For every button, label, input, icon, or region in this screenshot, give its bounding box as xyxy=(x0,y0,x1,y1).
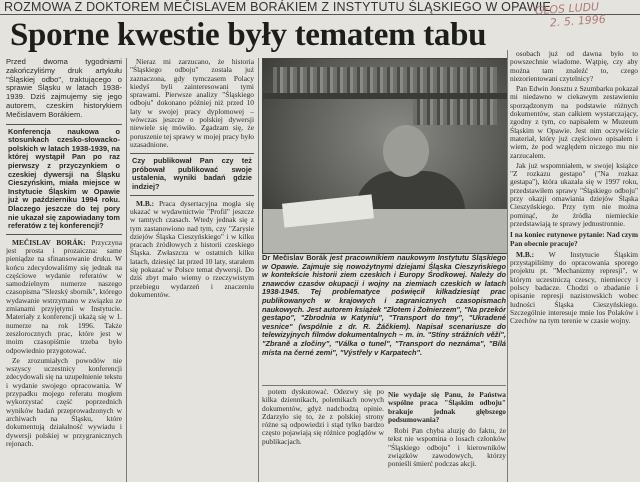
answer-paragraph xyxy=(6,239,122,355)
question-box: Konferencja naukowa o stosunkach czesko-słowacko-polskich w latach 1938-1939, na której wystąpił Pan po raz pierwszy z przyczynkiem o czeskiej dywersji na Śląsku Cieszyńskim, miała miejsce w Instytucie Śląskim w Opawie już w październiku 1994 roku. Dlaczego jeszcze do tej pory nie ukazał się zapowiadany tom referatów z tej konferencji? xyxy=(6,124,122,235)
handwritten-line-2: 2. 5. 1996 xyxy=(549,12,607,30)
paragraph: Nieraz mi zarzucano, że historia "Śląskiego odboju" została już zaznaczona, gdy tymczasem Polacy kiedyś byli zainteresowani tymi sprawami. Pierwsze analizy "Śląskiego odboju" dokonano później niż przed 10 laty w swojej pracy dyplomowej – wówczas jeszcze o polskiej dywersji niewiele się mówiło. Zgadzam się, że poruszenie tej sprawy w mojej pracy było uzasadnione. xyxy=(130,58,254,149)
column-3-bottom xyxy=(262,388,384,482)
answer-text: Przyczyna jest prosta i prozaiczna: same pieniądze na sfinansowanie druku. W końcu zdecydowaliśmy się jednak na częściowe wydanie referatów w samodzielnym numerze naszego czasopisma "Slezský sborník", którego wydawanie wstrzymano w związku ze zmianami przyjętymi w Instytucie. Materiały z konferencji ukażą się w 1. numerze na rok 1996. Także zeszłorocznych prac, które jest w moim czasopiśmie trzeba było odpowiednio przygotować. xyxy=(6,237,122,355)
paragraph: potem dyskutować. Odezwy się po kilka dziennikach, polemikach nowych dokumentów, gdyż nadchodzą opinie. Zdarzyło się to, że z polskiej strony różne są odpowiedzi i stąd tylko bardzo często pojawiają się różnice poglądów w publikacjach. xyxy=(262,388,384,446)
article-kicker: ROZMOWA Z DOKTOREM MEČISLAVEM BORÁKIEM Z INSTYTUTU ŚLĄSKIEGO W OPAWIE xyxy=(4,0,551,14)
question-box-2: Czy publikował Pan czy też próbował publikować swoje ustalenia, wyniki badań gdzie indziej? xyxy=(130,153,254,195)
speaker-label: M.B.: xyxy=(136,198,155,208)
question: Nie wydaje się Panu, że Państwa wspólne praca "Śląskim odboju" brakuje jednak głębszego podsumowania? xyxy=(388,390,506,424)
column-1 xyxy=(6,58,122,482)
answer-paragraph xyxy=(130,200,254,300)
answer-text: Praca dysertacyjna mogła się ukazać w wydawnictwie "Profil" jeszcze w tamtych czasach. Wtedy jednak się z tym zastanowiono nad tym, czy "Zarysie dziejów Śląska Cieszyńskiego" i w kilku pracach źródłowych z historii czeskiego Śląska. Zwłaszcza w ostatnich kilku latach, dziesięć lat przed 10 laty, starałem się pokazać w Polsce temat dywersji. Do dziś zbyt mało wiemy o rzeczywistym przebiegu wydarzeń i znaczeniu dokumentów. xyxy=(130,198,254,299)
portrait-photo xyxy=(262,58,508,254)
column-divider xyxy=(507,50,508,482)
answer-paragraph xyxy=(510,251,638,326)
column-2 xyxy=(130,58,254,482)
caption-author: Dr Mečislav Borák xyxy=(262,254,328,262)
paragraph: Pan Edwin Jonsztu z Szumbarku pokazał mi niedawno w ciekawym zestawieniu sporządzonym na podstawie różnych dokumentów, stan całkiem wystarczający, zgodny z tym, co napisałem w Muzeum Śląskim w Opawie. Jest nim oczywiście materiał, który już częściowo opisałem i wiem, że pod względem niczego mu nie zarzucałem. xyxy=(510,84,638,160)
speaker-label: MEČISLAV BORÁK: xyxy=(12,237,86,247)
speaker-label: M.B.: xyxy=(516,249,535,259)
paragraph: osobach już od dawna było to powszechnie wiadome. Wątpię, czy aby można tam znaleźć to, czego niezorientowani czytelnicy? xyxy=(510,50,638,83)
paragraph: Jak już wspomniałem, w swojej książce "Z rozkazu gestapo" ("Na rozkaz gestapa"), która ukazała się w 1997 roku, przedstawiłem sprawy "Śląskiego odboju" przy okazji omawiania dziejów Śląska Cieszyńskiego. Przy tym nie można pominąć, że źródła niemieckie przedstawiają te sprawy jednostronnie. xyxy=(510,160,638,228)
bookshelf-image xyxy=(413,99,497,125)
column-divider xyxy=(258,58,259,482)
column-divider xyxy=(126,58,127,482)
handwritten-line-1: GŁOS LUDU xyxy=(534,0,600,18)
question: I na koniec rutynowe pytanie: Nad czym Pan obecnie pracuje? xyxy=(510,230,638,248)
caption-divider xyxy=(262,385,506,386)
headline: Sporne kwestie były tematem tabu xyxy=(10,17,487,53)
column-5 xyxy=(510,50,638,482)
answer-text: W Instytucie Śląskim przystąpiliśmy do opracowania sporego projektu pt. "Mechanizmy represji", w którym uczestniczą czescy, niemieccy i polscy badacze. Chodzi o zbadanie i opisanie represji nazistowskich wobec ludności Śląska Cieszyńskiego. Szczególnie interesuje mnie los Polaków i Czechów na tym terenie w czasie wojny. xyxy=(510,249,638,326)
photo-caption xyxy=(262,254,506,386)
handwritten-annotation xyxy=(535,0,638,48)
bookshelf-image xyxy=(273,67,497,93)
paragraph: Robi Pan chyba aluzję do faktu, że tekst nie wspomina o losach członków "Śląskiego odboju" i kierowników związków zawodowych, którzy ponieśli śmierć podczas akcji. xyxy=(388,426,506,469)
intro-lead: Przed dwoma tygodniami zakończyliśmy druk artykułu "Śląskiej odbo", traktującego o sprawie Śląsku w latach 1938-1939. Dziś zajmujemy się jego autorem, czeskim historykiem Mečislavem Borákiem. xyxy=(6,58,122,119)
caption-text: jest pracownikiem naukowym Instytutu Śląskiego w Opawie. Zajmuje się nowożytnymi dziejami Śląska Cieszyńskiego w kontekście historii ziem czeskich i Europy Środkowej. Należy do znawców czasów okupacji i wojny na ziemiach czeskich w latach 1938-1945. Tej problematyce poświęcił kilkadziesiąt prac publikowanych w krajowych i zagranicznych czasopismach naukowych. Jest autorem książek "Złotem i Żołnierzem", "Na przekór gestapo", "Zbrodnia w Katyniu", "Transport do tmy", "Ukradené vesnice" (wspólnie z dr. R. Żáčkiem). Napisał scenariusze do telewizyjnych filmów dokumentalnych – m. in. "Stíny strážních věží", "Zbraně a zločiny", "Válka o tunel", "Transport do neznáma", "Bílá místa na černé zemi", "Výstřely v Karpatech". xyxy=(262,254,506,357)
column-4-bottom xyxy=(388,388,506,482)
person-head-image xyxy=(383,125,429,177)
answer-paragraph-2: Ze zrozumiałych powodów nie wszyscy uczestnicy konferencji zdecydowali się na uzupełnienie tekstu i wydanie swojego opracowania. W przypadku mojego referatu mogłem wykorzystać część poprzednich wyników badań przeprowadzonych w archiwach na Śląsku, które dokumentują działalność wywiadu i dywersji polskiej w przygranicznych rejonach. xyxy=(6,355,122,448)
